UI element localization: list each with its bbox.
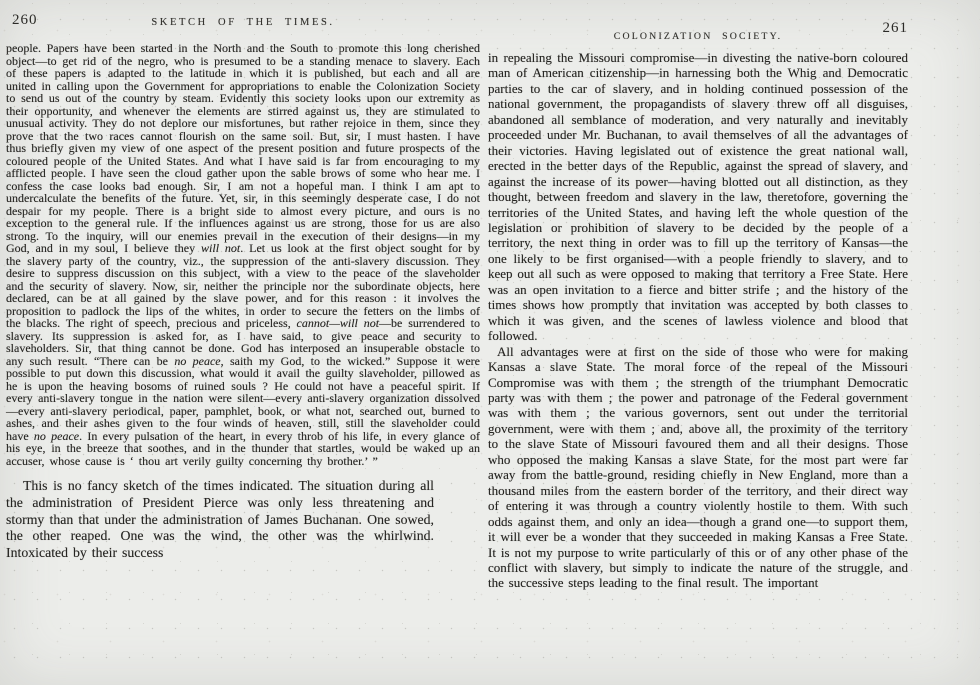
page-left: [6, 10, 480, 562]
body-paragraph-continuation: in repealing the Missouri compromise—in divesting the native-born coloured man of American citizenship—in harnessing both the Whig and Democratic parties to the car of slavery, and in holding continued possession of the national government, the propagandists of slavery threw off all disguises, abandoned all semblance of moderation, and very naturally and inevitably proceeded under Mr. Buchanan, to avail themselves of all the advantages of their victories. Having legislated out of existence the great national wall, erected in the better days of the Republic, against the spread of slavery, and against the increase of its power—having blotted out all distinction, as they thought, between freedom and slavery in the law, theretofore, governing the territories of the United States, and having left the whole question of the legislation or prohibition of slavery to be decided by the people of a territory, the next thing in order was to fill up the territory of Kansas—the one likely to be first organised—with a people friendly to slavery, and to keep out all such as were opposed to making that territory a Free State. Here was an open invitation to a fierce and bitter strife ; and the history of the times shows how promptly that invitation was accepted by both classes to which it was given, and the scenes of lawless violence and blood that followed.: [488, 50, 908, 344]
page-right: [488, 22, 908, 591]
running-head-left: SKETCH OF THE TIMES.: [151, 17, 335, 28]
body-paragraph-advantages: All advantages were at first on the side of those who were for making Kansas a slave State. The moral force of the repeal of the Missouri Compromise was with them ; the strength of the triumphant Democratic party was with them ; the power and patronage of the Federal government was with them ; the various governors, sent out under the territorial government, were with them ; and, above all, the proximity of the territory to the slave State of Missouri favoured them and all their designs. Those who opposed the making Kansas a slave State, for the most part were far away from the battle-ground, residing chiefly in New England, more than a thousand miles from the eastern border of the territory, and their direct way of entering it was through a country violently hostile to them. With such odds against them, and only an idea—though a grand one—to support them, it will ever be a wonder that they succeeded in making Kansas a Free State. It is not my purpose to write particularly of this or of any other phase of the conflict with slavery, but simply to indicate the nature of the struggle, and the successive steps leading to the final result. The important: [488, 343, 908, 591]
closing-paragraph: This is no fancy sketch of the times indicated. The situation during all the administration of President Pierce was only less threatening and stormy than that under the administration of James Buchanan. One sowed, the other reaped. One was the wind, the other was the whirlwind. Intoxicated by their success: [6, 478, 434, 561]
page-number-left: 260: [12, 12, 38, 28]
page-left-header: [6, 10, 480, 32]
page-number-right: 261: [882, 20, 908, 36]
running-head-right: COLONIZATION SOCIETY.: [613, 31, 783, 42]
page-right-header: [488, 22, 908, 44]
quotation-paragraph: people. Papers have been started in the North and the South to promote this long cherished object—to get rid of the negro, who is presumed to be a standing menace to slavery. Each of these papers is adapted to the latitude in which it is published, but each and all are united in calling upon the Government for appropriations to enable the Colonization Society to send us out of the country by steam. Evidently this society looks upon our extremity as their opportunity, and whenever the elements are stirred against us, they are stimulated to unusual activity. They do not deplore our misfortunes, but rather rejoice in them, since they prove that the two races cannot flourish on the same soil. But, sir, I must hasten. I have thus briefly given my view of one aspect of the present position and future prospects of the coloured people of the United States. And what I have said is far from encouraging to my afflicted people. I have seen the cloud gather upon the sable brows of some who hear me. I confess the case looks bad enough. Sir, I am not a hopeful man. I think I am apt to undercalculate the benefits of the future. Yet, sir, in this seemingly desperate case, I do not despair for my people. There is a bright side to almost every picture, and ours is no exception to the general rule. If the influences against us are strong, those for us are also strong. To the inquiry, will our enemies prevail in the execution of their designs—in my God, and in my soul, I believe they will not. Let us look at the first object sought for by the slavery party of the country, viz., the suppression of the anti-slavery discussion. They desire to suppress discussion on this subject, with a view to the peace of the slaveholder and the security of slavery. Now, sir, neither the principle nor the subordinate objects, here declared, can be at all gained by the slave power, and for this reason : it involves the proposition to padlock the lips of the whites, in order to secure the fetters on the limbs of the blacks. The right of speech, precious and priceless, cannot—will not—be surrendered to slavery. Its suppression is asked for, as I have said, to give peace and security to slaveholders. Sir, that thing cannot be done. God has interposed an insuperable obstacle to any such result. “There can be no peace, saith my God, to the wicked.” Suppose it were possible to put down this discussion, what would it avail the guilty slaveholder, pillowed as he is upon the heaving bosoms of ruined souls ? He could not have a peaceful spirit. If every anti-slavery tongue in the nation were silent—every anti-slavery organization dissolved—every anti-slavery periodical, paper, pamphlet, book, or what not, searched out, burned to ashes, and their ashes given to the four winds of heaven, still, still the slaveholder could have no peace. In every pulsation of the heart, in every throb of his life, in every glance of his eye, in the breeze that soothes, and in the thunder that startles, would be waked up an accuser, whose cause is ‘ thou art verily guilty concerning thy brother.’ ”: [6, 41, 481, 468]
